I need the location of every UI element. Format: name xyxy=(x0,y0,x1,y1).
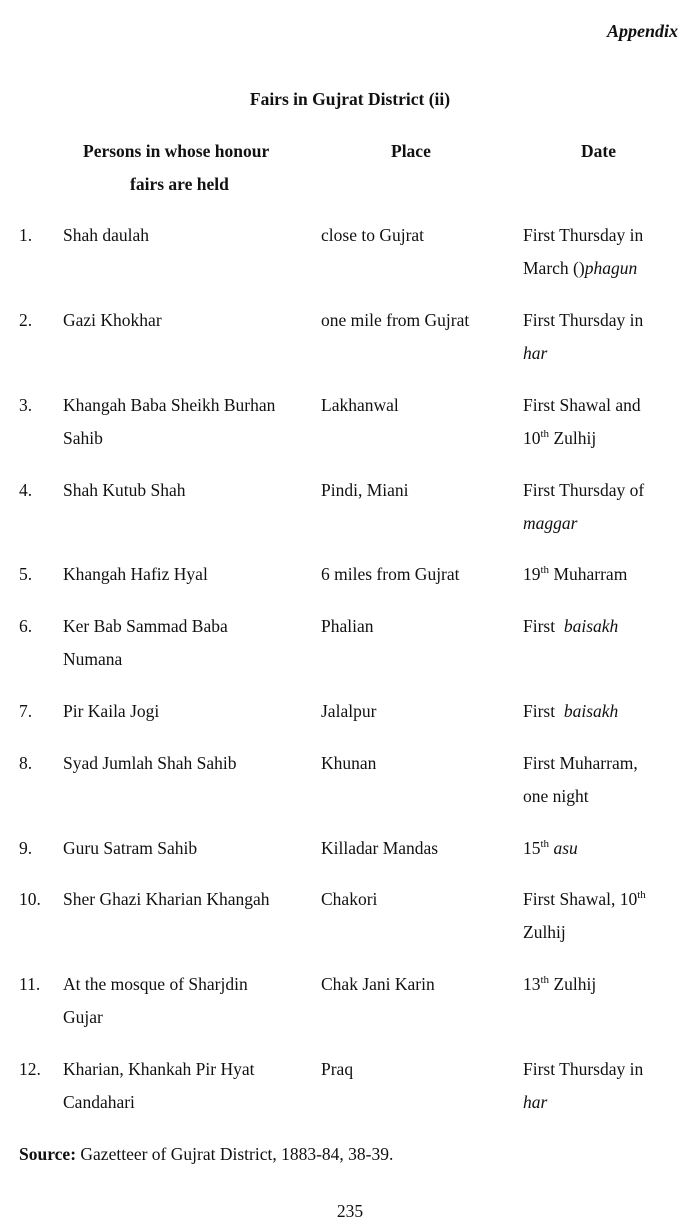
date-cell xyxy=(523,889,646,955)
date-line xyxy=(523,564,627,597)
person-cell xyxy=(63,395,275,461)
date-line xyxy=(523,513,644,546)
date-text: First xyxy=(523,701,564,721)
date-line xyxy=(523,1059,643,1092)
ordinal-suffix: th xyxy=(540,564,550,576)
person-cell xyxy=(63,974,248,1040)
person-cell xyxy=(63,838,197,871)
row-number xyxy=(19,974,40,1007)
row-number xyxy=(19,1059,41,1092)
place-text: Chakori xyxy=(321,889,378,909)
row-number xyxy=(19,480,32,513)
person-text: Shah daulah xyxy=(63,225,150,245)
place-cell xyxy=(321,616,374,649)
date-text: 10 xyxy=(523,428,541,448)
person-cell xyxy=(63,753,237,786)
person-cell xyxy=(63,889,270,922)
date-text: 15 xyxy=(523,838,541,858)
date-text: Zulhij xyxy=(523,922,566,942)
date-line xyxy=(523,258,643,291)
row-number xyxy=(19,395,32,428)
person-cell xyxy=(63,701,159,734)
date-text: Muharram xyxy=(549,564,628,584)
place-cell xyxy=(321,564,460,597)
row-number xyxy=(19,564,32,597)
date-italic-term: har xyxy=(523,1092,548,1112)
row-number-text: 5. xyxy=(19,564,33,584)
row-number-text: 8. xyxy=(19,753,33,773)
person-text: Khangah Hafiz Hyal xyxy=(63,564,208,584)
date-text: First Thursday of xyxy=(523,480,645,500)
row-number-text: 3. xyxy=(19,395,33,415)
date-line xyxy=(523,343,643,376)
date-text: 13 xyxy=(523,974,541,994)
person-text: Candahari xyxy=(63,1092,135,1112)
date-line xyxy=(523,480,644,513)
date-text: Zulhij xyxy=(549,428,597,448)
person-text: Gazi Khokhar xyxy=(63,310,162,330)
person-text: Pir Kaila Jogi xyxy=(63,701,160,721)
date-text: First Thursday in xyxy=(523,1059,644,1079)
row-number xyxy=(19,838,32,871)
date-cell xyxy=(523,310,643,376)
date-cell xyxy=(523,225,643,291)
source-note xyxy=(19,1144,393,1164)
person-cell xyxy=(63,225,149,258)
place-cell xyxy=(321,1059,353,1092)
place-cell xyxy=(321,753,376,786)
place-text: Phalian xyxy=(321,616,374,636)
date-text: March ( xyxy=(523,258,579,278)
person-text: Khangah Baba Sheikh Burhan xyxy=(63,395,276,415)
place-text: 6 miles from Gujrat xyxy=(321,564,460,584)
person-text: Gujar xyxy=(63,1007,103,1027)
date-italic-term: baisakh xyxy=(563,616,619,636)
place-cell xyxy=(321,310,469,343)
source-label: Source: xyxy=(19,1144,77,1164)
row-number-text: 11. xyxy=(19,974,41,994)
date-italic-term: maggar xyxy=(523,513,578,533)
person-text: Numana xyxy=(63,649,123,669)
date-italic-term: har xyxy=(523,343,548,363)
column-header-persons: Persons in whose honour xyxy=(83,141,270,161)
date-cell xyxy=(523,974,596,1007)
source-text: Gazetteer of Gujrat District, 1883-84, 38-39. xyxy=(76,1144,394,1164)
date-text: Zulhij xyxy=(549,974,597,994)
person-text: Sher Ghazi Kharian Khangah xyxy=(63,889,270,909)
date-cell xyxy=(523,1059,643,1125)
date-text: First Thursday in xyxy=(523,310,644,330)
row-number xyxy=(19,616,32,649)
place-text: Pindi, Miani xyxy=(321,480,409,500)
row-number-text: 2. xyxy=(19,310,33,330)
row-number xyxy=(19,310,32,343)
person-text: Ker Bab Sammad Baba xyxy=(63,616,228,636)
place-cell xyxy=(321,225,424,258)
person-cell xyxy=(63,1059,254,1125)
row-number-text: 1. xyxy=(19,225,33,245)
person-text: Shah Kutub Shah xyxy=(63,480,186,500)
ordinal-suffix: th xyxy=(540,838,550,850)
date-cell xyxy=(523,753,638,819)
table-title: Fairs in Gujrat District (ii) xyxy=(249,89,451,109)
date-line xyxy=(523,838,578,871)
date-text: ) xyxy=(578,258,585,278)
person-cell xyxy=(63,616,228,682)
column-header-place: Place xyxy=(391,141,431,161)
ordinal-suffix: th xyxy=(540,974,550,986)
date-italic-term: baisakh xyxy=(563,701,619,721)
date-line xyxy=(523,225,643,258)
date-line xyxy=(523,786,638,819)
place-text: one mile from Gujrat xyxy=(321,310,470,330)
person-text: At the mosque of Sharjdin xyxy=(63,974,248,994)
place-cell xyxy=(321,974,435,1007)
date-line xyxy=(523,701,618,734)
date-text: First xyxy=(523,616,564,636)
row-number-text: 6. xyxy=(19,616,33,636)
date-line xyxy=(523,753,638,786)
row-number xyxy=(19,889,41,922)
row-number-text: 7. xyxy=(19,701,33,721)
column-header-persons-line2: fairs are held xyxy=(130,174,229,194)
date-line xyxy=(523,889,646,922)
place-text: Praq xyxy=(321,1059,354,1079)
date-cell xyxy=(523,480,644,546)
date-italic-term: phagun xyxy=(584,258,638,278)
column-header-date: Date xyxy=(581,141,616,161)
date-line xyxy=(523,616,618,649)
page-number: 235 xyxy=(336,1201,364,1221)
place-text: Jalalpur xyxy=(321,701,377,721)
place-cell xyxy=(321,480,409,513)
date-line xyxy=(523,395,641,428)
place-text: Lakhanwal xyxy=(321,395,399,415)
date-line xyxy=(523,428,641,461)
person-text: Kharian, Khankah Pir Hyat xyxy=(63,1059,255,1079)
date-text: First Shawal, 10 xyxy=(523,889,638,909)
date-cell xyxy=(523,701,618,734)
date-cell xyxy=(523,564,627,597)
row-number-text: 9. xyxy=(19,838,33,858)
place-text: Killadar Mandas xyxy=(321,838,439,858)
date-cell xyxy=(523,838,578,871)
person-cell xyxy=(63,564,208,597)
date-text: 19 xyxy=(523,564,541,584)
row-number-text: 12. xyxy=(19,1059,41,1079)
ordinal-suffix: th xyxy=(540,428,550,440)
place-cell xyxy=(321,395,399,428)
row-number-text: 10. xyxy=(19,889,41,909)
section-label: Appendix xyxy=(606,21,678,41)
person-cell xyxy=(63,310,162,343)
date-line xyxy=(523,922,646,955)
ordinal-suffix: th xyxy=(637,889,646,901)
person-text: Syad Jumlah Shah Sahib xyxy=(63,753,237,773)
person-cell xyxy=(63,480,186,513)
row-number xyxy=(19,701,32,734)
date-text: First Thursday in xyxy=(523,225,644,245)
place-text: Chak Jani Karin xyxy=(321,974,435,994)
place-text: close to Gujrat xyxy=(321,225,425,245)
row-number xyxy=(19,225,32,258)
date-line xyxy=(523,1092,643,1125)
date-line xyxy=(523,974,596,1007)
date-cell xyxy=(523,616,618,649)
date-cell xyxy=(523,395,641,461)
date-text: one night xyxy=(523,786,589,806)
place-text: Khunan xyxy=(321,753,377,773)
date-text: First Shawal and xyxy=(523,395,641,415)
person-text: Guru Satram Sahib xyxy=(63,838,198,858)
date-italic-term: asu xyxy=(553,838,578,858)
date-line xyxy=(523,310,643,343)
person-text: Sahib xyxy=(63,428,103,448)
place-cell xyxy=(321,889,377,922)
place-cell xyxy=(321,838,438,871)
date-text: First Muharram, xyxy=(523,753,638,773)
row-number xyxy=(19,753,32,786)
place-cell xyxy=(321,701,376,734)
row-number-text: 4. xyxy=(19,480,33,500)
